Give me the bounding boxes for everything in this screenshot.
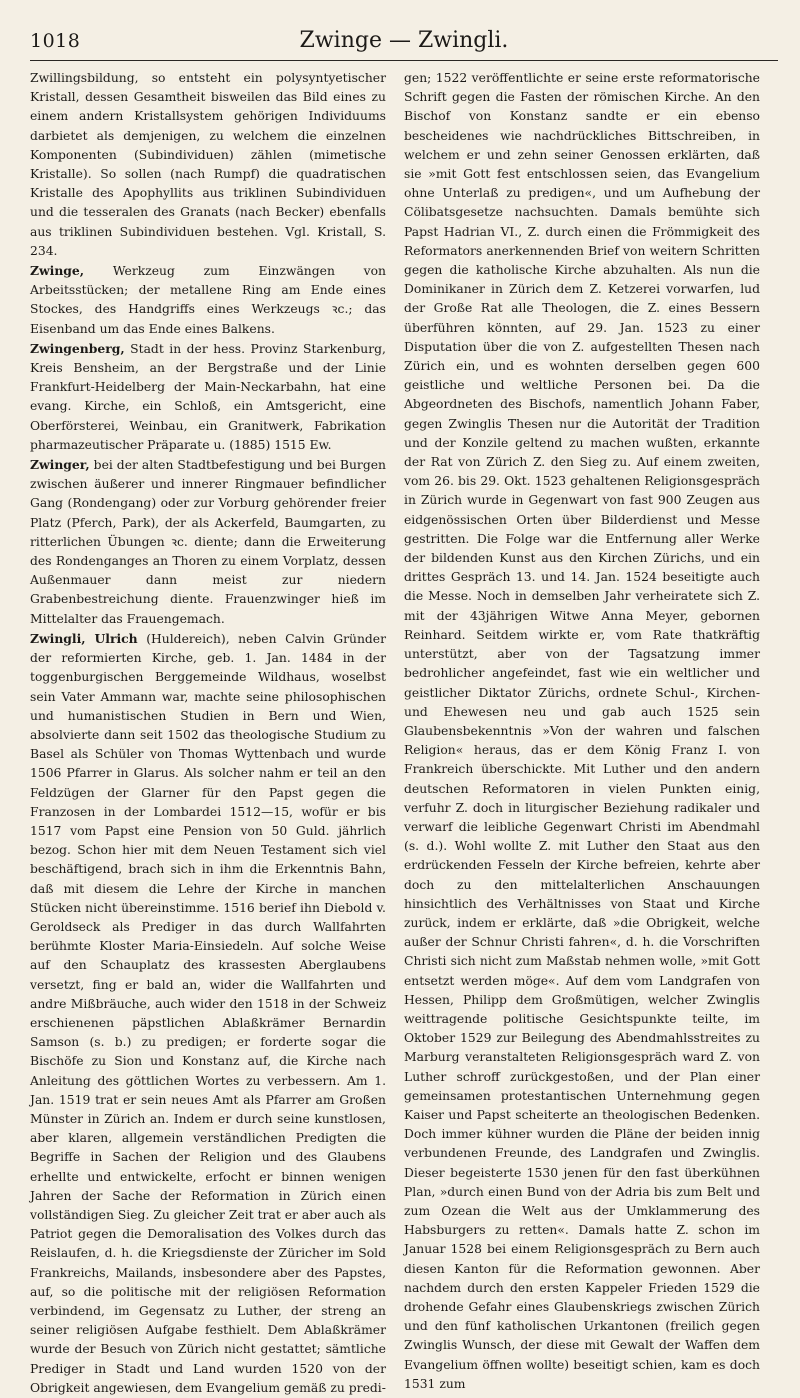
left-column-entry — [30, 261, 386, 339]
entry-text: bei der alten Stadtbefestigung und bei Burgen zwischen äußerer und innerer Ringmauer befindlicher Gang (Rondengang) oder zur Vorburg gehörender freier Platz (Pferch, Park), der als Ackerfeld, Baumgarten, zu ritterlichen Übungen ꝛc. diente; dann die Erweiterung des Rondenganges an Thoren zu einem Vorplatz, dessen Außenmauer dann meist zur niedern Grabenbestreichung diente. Frauenzwinger hieß im Mittelalter das Frauengemach. — [30, 458, 386, 626]
running-head: Zwinge — Zwingli. — [299, 28, 509, 53]
right-column — [404, 69, 760, 1398]
entry-lemma: Zwingli, Ulrich — [30, 630, 138, 646]
entry-lemma: Zwingenberg, — [30, 340, 125, 356]
left-column-entry — [30, 339, 386, 455]
page-header — [30, 28, 778, 61]
entry-lemma: Zwinge, — [30, 263, 85, 279]
page-number: 1018 — [30, 30, 81, 52]
entry-text: (Huldereich), neben Calvin Gründer der reformierten Kirche, geb. 1. Jan. 1484 in der toggenburgischen Berggemeinde Wildhaus, woselbst sein Vater Ammann war, machte seine philosophischen und humanistischen Studien in Bern und Wien, absolvierte dann seit 1502 das theologische Studium zu Basel als Schüler von Thomas Wyttenbach und wurde 1506 Pfarrer in Glarus. Als solcher nahm er teil an den Feldzügen der Glarner für den Papst gegen die Franzosen in der Lombardei 1512—15, wofür er bis 1517 vom Papst eine Pension von 50 Guld. jährlich bezog. Schon hier mit dem Neuen Testament sich viel beschäftigend, brach sich in ihm die Erkenntnis Bahn, daß mit diesem die Lehre der Kirche in manchen Stücken nicht übereinstimme. 1516 berief ihn Diebold v. Geroldseck als Prediger in das durch Wallfahrten berühmte Kloster Maria-Einsiedeln. Auf solche Weise auf den Schauplatz des krassesten Aberglaubens versetzt, fing er bald an, wider die Wallfahrten und andre Mißbräuche, auch wider den 1518 in der Schweiz erschienenen päpstlichen Ablaßkrämer Bernardin Samson (s. b.) zu predigen; er forderte sogar die Bischöfe zu Sion und Konstanz auf, die Kirche nach Anleitung des göttlichen Wortes zu verbessern. Am 1. Jan. 1519 trat er sein neues Amt als Pfarrer am Großen Münster in Zürich an. Indem er durch seine kunstlosen, aber klaren, allgemein verständlichen Predigten die Begriffe in Sachen der Religion und des Glaubens erhellte und entwickelte, erfocht er binnen wenigen Jahren der Sache der Reformation in Zürich einen vollständigen Sieg. Zu gleicher Zeit trat er aber auch als Patriot gegen die Demoralisation des Volkes durch das Reislaufen, d. h. die Kriegsdienste der Züricher im Sold Frankreichs, Mailands, insbesondere aber des Papstes, auf, so die politische mit der religiösen Reformation verbindend, im Gegensatz zu Luther, der streng an seiner religiösen Aufgabe festhielt. Dem Ablaßkrämer wurde der Besuch von Zürich nicht gestattet; sämtliche Prediger in Stadt und Land wurden 1520 von der Obrigkeit angewiesen, dem Evangelium gemäß zu predi- — [30, 631, 387, 1395]
entry-text: Werkzeug zum Einzwängen von Arbeitsstücken; der metallene Ring am Ende eines Stockes, des Handgriffs eines Werkzeugs ꝛc.; das Eisenband um das Ende eines Balkens. — [30, 264, 386, 336]
entry-lemma: Zwinger, — [30, 457, 90, 473]
entry-text: Zwillingsbildung, so entsteht ein polysyntyetischer Kristall, dessen Gesamtheit bisweilen das Bild eines zu einem andern Kristallsystem gehörigen Individuums darbietet als demjenigen, zu welchem die einzelnen Komponenten (Subindividuen) zählen (mimetische Kristalle). So sollen (nach Rumpf) die quadratischen Kristalle des Apophyllits aus triklinen Subindividuen und die tesseralen des Granats (nach Becker) ebenfalls aus triklinen Subindividuen bestehen. Vgl. Kristall, S. 234. — [30, 71, 386, 258]
entry-text: gen; 1522 veröffentlichte er seine erste reformatorische Schrift gegen die Fasten der römischen Kirche. An den Bischof von Konstanz sandte er ein ebenso bescheidenes wie nachdrückliches Bittschreiben, in welchem er und zehn seiner Genossen erklärten, daß sie »mit Gott fest entschlossen seien, das Evangelium ohne Unterlaß zu predigen«, und um Aufhebung der Cölibatsgesetze nachsuchten. Damals bemühte sich Papst Hadrian VI., Z. durch einen die Frömmigkeit des Reformators anerkennenden Brief von weitern Schritten gegen die katholische Kirche abzuhalten. Als nun die Dominikaner in Zürich dem Z. Ketzerei vorwarfen, lud der Große Rat alle Theologen, die Z. eines Bessern überführen könnten, auf 29. Jan. 1523 zu einer Disputation über die von Z. aufgestellten Thesen nach Zürich ein, und es wohnten derselben gegen 600 geistliche und weltliche Personen bei. Da die Abgeordneten des Bischofs, namentlich Johann Faber, gegen Zwinglis Thesen nur die Autorität der Tradition und der Konzile geltend zu machen wußten, erkannte der Rat von Zürich Z. den Sieg zu. Auf einem zweiten, vom 26. bis 29. Okt. 1523 gehaltenen Religionsgespräch in Zürich wurde in Gegenwart von fast 900 Zeugen aus eidgenössischen Orten über Bilderdienst und Messe gestritten. Die Folge war die Entfernung aller Werke der bildenden Kunst aus den Kirchen Zürichs, und ein drittes Gespräch 13. und 14. Jan. 1524 beseitigte auch die Messe. Noch in demselben Jahr verheiratete sich Z. mit der 43jährigen Witwe Anna Meyer, gebornen Reinhard. Seitdem wirkte er, vom Rate thatkräftig unterstützt, aber von der Tagsatzung immer bedrohlicher angefeindet, fast wie ein weltlicher und geistlicher Diktator Zürichs, ordnete Schul-, Kirchen- und Ehewesen neu und gab auch 1525 sein Glaubensbekenntnis »Von der wahren und falschen Religion« heraus, das er dem König Franz I. von Frankreich überschickte. Mit Luther und den andern deutschen Reformatoren in vielen Punkten einig, verfuhr Z. doch in liturgischer Beziehung radikaler und verwarf die leibliche Gegenwart Christi im Abendmahl (s. d.). Wohl wollte Z. mit Luther den Staat aus den erdrückenden Fesseln der Kirche befreien, kehrte aber doch zu den mittelalterlichen Anschauungen hinsichtlich des Verhältnisses von Staat und Kirche zurück, indem er erklärte, daß »die Obrigkeit, welche außer der Schnur Christi fahren«, d. h. die Vorschriften Christi sich nicht zum Maßstab nehmen wolle, »mit Gott entsetzt werden möge«. Auf dem vom Landgrafen von Hessen, Philipp dem Großmütigen, welcher Zwinglis weittragende politische Gesichtspunkte teilte, im Oktober 1529 zur Beilegung des Abendmahlsstreites zu Marburg veranstalteten Religionsgespräch ward Z. von Luther schroff zurückgestoßen, und der Plan einer gemeinsamen protestantischen Unternehmung gegen Kaiser und Papst scheiterte an theologischen Bedenken. Doch immer kühner wurden die Pläne der beiden innig verbundenen Freunde, des Landgrafen und Zwinglis. Dieser begeisterte 1530 jenen für den fast überkühnen Plan, »durch einen Bund von der Adria bis zum Belt und zum Ozean die Welt aus der Umklammerung des Habsburgers zu retten«. Damals hatte Z. schon im Januar 1528 bei einem Religionsgespräch zu Bern auch diesen Kanton für die Reformation gewonnen. Aber nachdem durch den ersten Kappeler Frieden 1529 die drohende Gefahr eines Glaubenskriegs zwischen Zürich und den fünf katholischen Urkantonen (freilich gegen Zwinglis Wunsch, der diese mit Gewalt der Waffen dem Evangelium öffnen wollte) beseitigt schien, kam es doch 1531 zum — [404, 71, 760, 1391]
left-column-entry — [30, 629, 386, 1398]
entry-text: Stadt in der hess. Provinz Starkenburg, Kreis Bensheim, an der Bergstraße und der Linie Frankfurt-Heidelberg der Main-Neckarbahn, hat eine evang. Kirche, ein Schloß, ein Amtsgericht, eine Oberförsterei, Weinbau, ein Granitwerk, Fabrikation pharmazeutischer Präparate u. (1885) 1515 Ew. — [30, 341, 386, 452]
left-column-entry — [30, 455, 386, 629]
left-column-entry — [30, 69, 386, 261]
text-columns — [30, 69, 778, 1398]
right-column-entry — [404, 69, 760, 1394]
left-column — [30, 69, 386, 1398]
